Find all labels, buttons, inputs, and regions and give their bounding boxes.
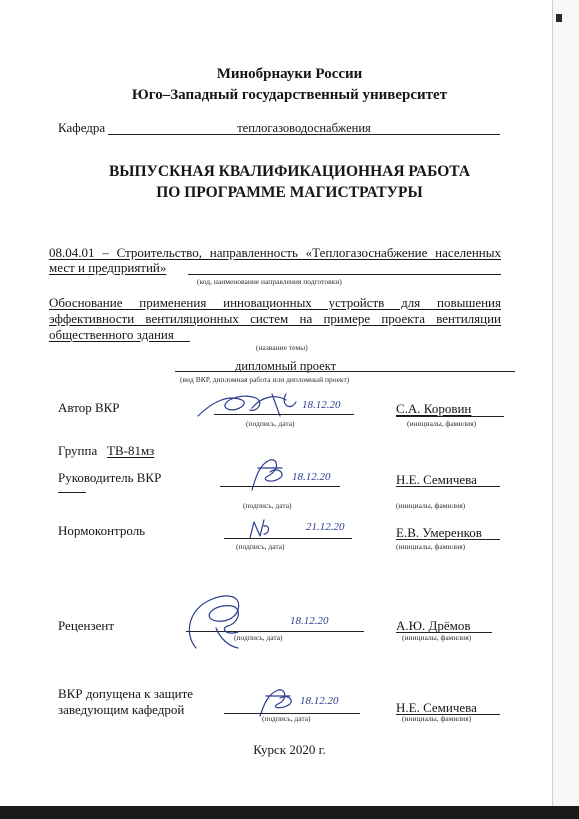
admission-name: Н.Е. Семичева [396,700,477,715]
admission-signature-date: 18.12.20 [300,695,339,707]
reviewer-signature [180,588,350,658]
university-name: Юго–Западный государственный университет [131,87,448,103]
author-signature-date: 18.12.20 [302,399,341,411]
work-type-line [175,371,515,372]
reviewer-name-caption: (инициалы, фамилия) [402,633,472,642]
supervisor-signature [238,454,348,496]
reviewer-signature-caption: (подпись, дата) [234,633,283,642]
group-value: ТВ-81мз [107,443,155,458]
work-type-value: дипломный проект [235,359,337,373]
department-label: Кафедра [58,120,106,135]
work-type-caption: (вид ВКР, дипломная работа или дипломный проект) [180,375,350,384]
scan-edge-bottom [0,806,579,819]
normcontrol-label: Нормоконтроль [58,523,146,538]
supervisor-label-line [58,492,86,493]
normcontrol-signature-caption: (подпись, дата) [236,542,285,551]
author-name-line [396,416,504,417]
topic-caption: (название темы) [256,343,308,352]
scan-edge-right [552,0,579,819]
direction-line2: мест и предприятий» [49,260,167,275]
admission-label-line2: заведующим кафедрой [58,702,185,717]
reviewer-name: А.Ю. Дрёмов [396,618,471,633]
supervisor-name-caption: (инициалы, фамилия) [396,501,466,510]
normcontrol-signature-date: 21.12.20 [306,521,345,533]
author-label: Автор ВКР [58,400,120,415]
author-name-caption: (инициалы, фамилия) [407,419,477,428]
supervisor-label: Руководитель ВКР [58,470,162,485]
topic-line2: эффективности вентиляционных систем на примере проекта вентиляции [49,311,501,326]
work-title-line2: ПО ПРОГРАММЕ МАГИСТРАТУРЫ [156,184,423,201]
direction-line-rest [188,274,501,275]
supervisor-signature-caption: (подпись, дата) [243,501,292,510]
author-signature-caption: (подпись, дата) [246,419,295,428]
topic-line3-rest [170,341,190,342]
normcontrol-signature [240,514,350,544]
reviewer-label: Рецензент [58,618,115,633]
admission-signature-caption: (подпись, дата) [262,714,311,723]
supervisor-name-line [396,486,500,487]
direction-line1: 08.04.01 – Строительство, направленность «Теплогазоснабжение населенных [49,245,501,260]
scan-mark [556,14,562,22]
reviewer-signature-date: 18.12.20 [290,615,329,627]
normcontrol-name: Е.В. Умеренков [396,525,482,540]
topic-line3: общественного здания [49,327,174,342]
supervisor-name: Н.Е. Семичева [396,472,477,487]
department-name: теплогазоводоснабжения [237,121,371,135]
supervisor-signature-date: 18.12.20 [292,471,331,483]
author-name: С.А. Коровин [396,401,472,416]
admission-label-line1: ВКР допущена к защите [58,686,194,701]
normcontrol-name-caption: (инициалы, фамилия) [396,542,466,551]
city-year: Курск 2020 г. [253,742,326,757]
ministry-name: Минобрнауки России [216,66,363,82]
normcontrol-name-line [396,539,500,540]
admission-name-caption: (инициалы, фамилия) [402,714,472,723]
topic-line1: Обоснование применения инновационных устройств для повышения [49,295,501,310]
direction-caption: (код, наименование направления подготовки) [197,277,342,286]
group-label: Группа [58,443,98,458]
work-title-line1: ВЫПУСКНАЯ КВАЛИФИКАЦИОННАЯ РАБОТА [108,163,471,180]
